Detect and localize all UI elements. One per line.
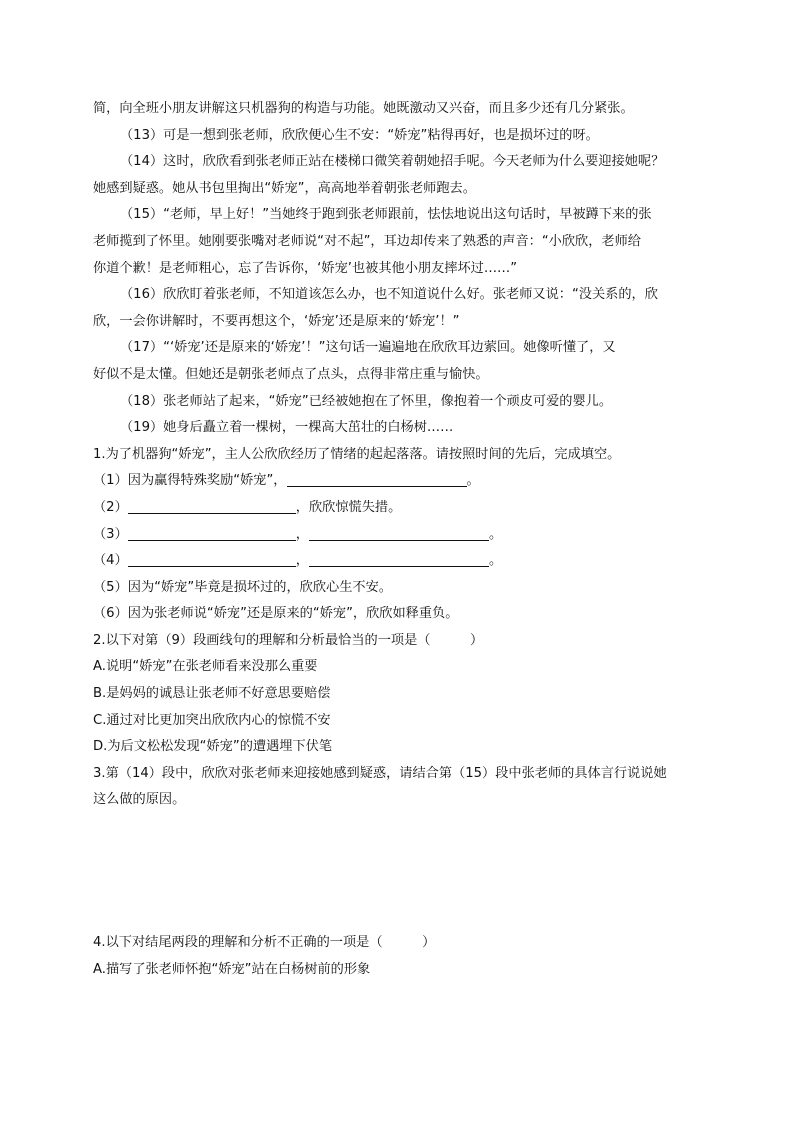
question-3-stem-line-1: 3.第（14）段中，欣欣对张老师来迎接她感到疑惑，请结合第（15）段中张老师的具体言行说说她 — [93, 765, 667, 781]
passage-paragraph-15-line-1: （15）“老师，早上好！”当她终于跑到张老师跟前，怯怯地说出这句话时，早被蹲下来的张 — [120, 207, 652, 223]
question-2-option-b: B.是妈妈的诚恳让张老师不好意思要赔偿 — [93, 686, 331, 702]
question-4-stem: 4.以下对结尾两段的理解和分析不正确的一项是（ ） — [93, 935, 436, 951]
question-1-stem: 1.为了机器狗“娇宠”，主人公欣欣经历了情绪的起起落落。请按照时间的先后，完成填空。 — [93, 446, 621, 462]
passage-paragraph-17-line-2: 好似不是太懂。但她还是朝张老师点了点头，点得非常庄重与愉快。 — [93, 366, 489, 382]
item-3-comma: ， — [295, 526, 309, 542]
answer-blank-4a[interactable] — [128, 549, 296, 567]
item-4-comma: ， — [295, 553, 309, 569]
item-3-prefix: （3） — [93, 526, 128, 542]
answer-blank-1[interactable] — [287, 469, 467, 487]
question-1-item-2 — [93, 495, 703, 522]
item-1-end: 。 — [466, 473, 480, 489]
question-3-stem-line-2: 这么做的原因。 — [93, 792, 186, 808]
item-2-suffix: ，欣欣惊慌失措。 — [295, 499, 402, 515]
passage-paragraph-15-line-2: 老师揽到了怀里。她刚要张嘴对老师说“对不起”，耳边却传来了熟悉的声音：“小欣欣，老师给 — [93, 233, 641, 249]
question-2-option-d: D.为后文松松发现“娇宠”的遭遇埋下伏笔 — [93, 739, 333, 755]
passage-paragraph-19: （19）她身后矗立着一棵树，一棵高大茁壮的白杨树…… — [120, 420, 454, 436]
question-1-item-3 — [93, 522, 703, 549]
passage-paragraph-13: （13）可是一想到张老师，欣欣便心生不安：“娇宠”粘得再好，也是损坏过的呀。 — [120, 127, 599, 143]
answer-blank-3b[interactable] — [309, 523, 489, 541]
item-2-prefix: （2） — [93, 499, 128, 515]
item-4-end: 。 — [488, 553, 503, 569]
document-content — [93, 96, 703, 983]
question-2-option-a: A.说明“娇宠”在张老师看来没那么重要 — [93, 659, 318, 675]
passage-paragraph-16-line-2: 欣，一会你讲解时，不要再想这个，‘娇宠’还是原来的‘娇宠’！” — [93, 313, 460, 329]
item-4-prefix: （4） — [93, 553, 128, 569]
passage-paragraph-14-line-1: （14）这时，欣欣看到张老师正站在楼梯口微笑着朝她招手呢。今天老师为什么要迎接她呢？ — [120, 154, 665, 170]
question-3-answer-space[interactable] — [93, 814, 703, 930]
question-4-option-a: A.描写了张老师怀抱“娇宠”站在白杨树前的形象 — [93, 961, 371, 977]
item-3-end: 。 — [488, 526, 503, 542]
passage-paragraph-17-line-1: （17）“‘娇宠’还是原来的‘娇宠’！”这句话一遍遍地在欣欣耳边萦回。她像听懂了，又 — [120, 340, 616, 356]
answer-blank-3a[interactable] — [128, 523, 296, 541]
question-1-item-1 — [93, 468, 703, 495]
answer-blank-2[interactable] — [128, 496, 296, 514]
passage-paragraph-continuation: 简，向全班小朋友讲解这只机器狗的构造与功能。她既激动又兴奋，而且多少还有几分紧张。 — [93, 101, 634, 116]
question-1-item-6: （6）因为张老师说“娇宠”还是原来的“娇宠”，欣欣如释重负。 — [93, 606, 459, 622]
question-1-item-5: （5）因为“娇宠”毕竟是损坏过的，欣欣心生不安。 — [93, 579, 392, 595]
passage-paragraph-18: （18）张老师站了起来，“娇宠”已经被她抱在了怀里，像抱着一个顽皮可爱的婴儿。 — [120, 393, 613, 409]
question-1-item-4 — [93, 548, 703, 575]
item-1-prefix: （1）因为赢得特殊奖励“娇宠”， — [93, 473, 287, 489]
passage-paragraph-16-line-1: （16）欣欣盯着张老师，不知道该怎么办，也不知道说什么好。张老师又说：“没关系的，欣 — [120, 287, 658, 303]
passage-paragraph-14-line-2: 她感到疑惑。她从书包里掏出“娇宠”，高高地举着朝张老师跑去。 — [93, 180, 476, 196]
answer-blank-4b[interactable] — [309, 549, 489, 567]
passage-paragraph-15-line-3: 你道个歉！是老师粗心，忘了告诉你，‘娇宠’也被其他小朋友摔坏过……” — [93, 260, 518, 276]
question-2-stem: 2.以下对第（9）段画线句的理解和分析最恰当的一项是（ ） — [93, 632, 484, 648]
question-2-option-c: C.通过对比更加突出欣欣内心的惊慌不安 — [93, 712, 331, 728]
